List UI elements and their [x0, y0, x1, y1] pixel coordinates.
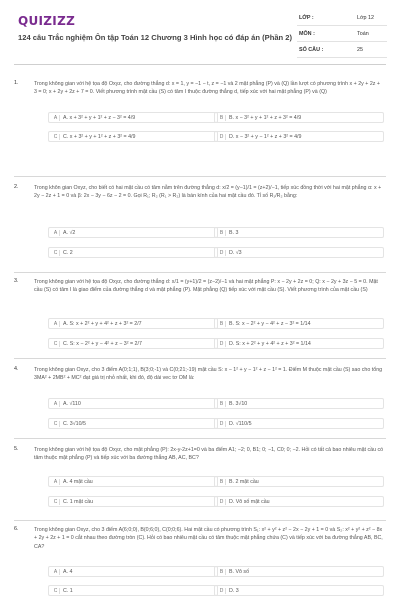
option-text: A. S: x + 2² + y + 4² + z + 3² = 2/7 [63, 320, 142, 327]
option-b[interactable] [214, 566, 384, 577]
option-letter: A [52, 115, 60, 121]
option-letter: D [218, 341, 226, 347]
option-letter: B [218, 115, 226, 121]
option-c[interactable] [48, 585, 218, 596]
option-c[interactable] [48, 496, 218, 507]
option-d[interactable] [214, 585, 384, 596]
question-text: Trong khôn gian Oxyz, cho biết có hai mặt cầu có tâm nằm trên đường thẳng d: x/2 = (y−1)/1 = (z+2)/−1, tiếp xúc đồng thời với hai mặt phẳng α: x + 2y − 2z + 1 = 0 và β: 2x − 3y − 6z − 2 = 0. Gọi R₁; R₂ (R₁ > R₂) là bán kính của hai mặt cầu đó. Tỉ số R₁/R₂ bằng: [34, 185, 382, 200]
option-letter: C [52, 250, 60, 256]
option-letter: C [52, 499, 60, 505]
option-text: B. S: x − 2² + y − 4² + z − 3² = 1/14 [229, 320, 311, 327]
meta-label: SỐ CÂU : [299, 47, 324, 53]
page-header [0, 0, 400, 62]
question-divider [14, 176, 386, 177]
option-letter: D [218, 499, 226, 505]
question-text: Trong không gian với hệ tọa độ Oxyz, cho mặt phẳng (P): 2x-y-2z+1=0 và ba điểm A1; −2; 0, B1; 0; −1, C0; 0; −2. Hỏi có tất cả bao nhiêu mặt cầu có tâm thuộc mặt phẳng (P) và tiếp xúc với ba đường thẳng AB, AC, BC? [34, 447, 384, 462]
option-letter: B [218, 401, 226, 407]
option-letter: A [52, 401, 60, 407]
quizizz-logo: QUIZIZZ [18, 14, 76, 28]
option-a[interactable] [48, 112, 218, 123]
option-text: D. Vô số mặt cầu [229, 498, 270, 505]
option-text: C. x + 3² + y + 1² + z + 3² = 4/9 [63, 133, 136, 140]
document-title: 124 câu Trắc nghiệm Ôn tập Toán 12 Chương 3 Hình học có đáp án (Phần 2) [18, 33, 293, 42]
question-text: Trong không gian Oxyz, cho 3 điểm A(6;0;0), B(0;6;0), C(0;0;6). Hai mặt cầu có phương trình S₁: x² + y² + z² − 2x − 2y + 1 = 0 và S₂: x² + y² + z² − 8x + 2y + 2z + 1 = 0 cắt nhau theo đường tròn (C). Hỏi có bao nhiêu mặt cầu có tâm thuộc mặt phẳng chứa (C) và tiếp xúc với ba đường thẳng AB, BC, CA? [34, 527, 383, 550]
header-divider [14, 64, 386, 65]
meta-label: MÔN : [299, 31, 315, 37]
question-number: 2. [14, 184, 19, 190]
question-number: 6. [14, 526, 19, 532]
option-letter: B [218, 321, 226, 327]
option-b[interactable] [214, 318, 384, 329]
question-divider [14, 520, 386, 521]
option-text: C. S: x − 2² + y − 4² + z − 3² = 2/7 [63, 340, 142, 347]
option-d[interactable] [214, 338, 384, 349]
option-a[interactable] [48, 398, 218, 409]
option-letter: B [218, 479, 226, 485]
option-c[interactable] [48, 338, 218, 349]
option-letter: A [52, 479, 60, 485]
option-text: D. √110/5 [229, 420, 252, 427]
option-text: D. √3 [229, 249, 242, 256]
option-a[interactable] [48, 227, 218, 238]
option-text: A. 4 [63, 568, 73, 575]
option-d[interactable] [214, 418, 384, 429]
option-d[interactable] [214, 131, 384, 142]
option-letter: A [52, 230, 60, 236]
option-letter: B [218, 569, 226, 575]
question-number: 3. [14, 278, 19, 284]
question-text: Trong không gian với hệ tọa độ Oxyz, cho đường thẳng d: x = 1, y = −1 − t, z = −1 và 2 mặt phẳng (P) và (Q) lần lượt có phương trình x + 2y + 2z + 3 = 0; x + 2y + 2z + 7 = 0. Viết phương trình mặt cầu (S) có tâm I thuộc đường thẳng d, tiếp xúc với hai mặt phẳng (P) và (Q) [34, 81, 381, 96]
question-divider [14, 438, 386, 439]
option-text: D. x − 3² + y − 1² + z + 3² = 4/9 [229, 133, 302, 140]
option-c[interactable] [48, 418, 218, 429]
meta-value: Toán [357, 31, 369, 37]
option-c[interactable] [48, 247, 218, 258]
option-letter: C [52, 134, 60, 140]
option-text: B. Vô số [229, 568, 250, 575]
option-letter: C [52, 588, 60, 594]
meta-row-count [297, 42, 387, 58]
option-text: D. S: x + 2² + y + 4² + z + 3² = 1/14 [229, 340, 311, 347]
option-b[interactable] [214, 112, 384, 123]
option-text: B. 2 mặt cầu [229, 478, 259, 485]
option-b[interactable] [214, 476, 384, 487]
option-b[interactable] [214, 398, 384, 409]
option-d[interactable] [214, 496, 384, 507]
option-text: C. 3√10/5 [63, 420, 86, 427]
option-a[interactable] [48, 566, 218, 577]
option-text: A. x + 3² + y + 1² + z − 3² = 4/9 [63, 114, 136, 121]
question-text: Trong không gian Oxyz, cho 3 điểm A(0;1;1), B(3;0;-1) và C(0;21;-19) mặt cầu S: x − 1² + y − 1² + z − 1² = 1. Điểm M thuộc mặt cầu (S) sao cho tổng 3MA² + 2MB² + MC² đạt giá trị nhỏ nhất, khi đó, độ dài vec tơ OM là: [34, 367, 383, 382]
option-text: B. x − 3² + y + 1² + z + 3² = 4/9 [229, 114, 302, 121]
meta-value: Lớp 12 [357, 15, 375, 21]
option-letter: D [218, 588, 226, 594]
option-text: D. 3 [229, 587, 239, 594]
option-letter: A [52, 321, 60, 327]
meta-row-subject [297, 26, 387, 42]
option-text: A. √2 [63, 229, 76, 236]
option-text: C. 2 [63, 249, 73, 256]
option-letter: C [52, 341, 60, 347]
question-divider [14, 358, 386, 359]
option-text: A. √110 [63, 400, 81, 407]
option-b[interactable] [214, 227, 384, 238]
option-text: C. 1 mặt cầu [63, 498, 94, 505]
option-text: A. 4 mặt cầu [63, 478, 93, 485]
question-divider [14, 272, 386, 273]
meta-label: LỚP : [299, 15, 314, 21]
option-c[interactable] [48, 131, 218, 142]
option-letter: D [218, 250, 226, 256]
option-letter: D [218, 134, 226, 140]
option-a[interactable] [48, 476, 218, 487]
question-text: Trong không gian với hệ tọa độ Oxyz, cho đường thẳng d: x/1 = (y+1)/2 = (z−2)/−1 và hai mặt phẳng P: x − 2y + 2z = 0; Q: x − 2y + 3z − 5 = 0. Mặt cầu (S) có tâm I là giao điểm của đường thẳng d và mặt phẳng (P). Mặt phẳng (Q) tiếp xúc với mặt cầu (S). Viết phương trình của mặt cầu (S) [34, 279, 378, 294]
option-text: C. 1 [63, 587, 73, 594]
option-d[interactable] [214, 247, 384, 258]
option-letter: C [52, 421, 60, 427]
option-text: B. 3√10 [229, 400, 248, 407]
question-number: 1. [14, 80, 19, 86]
option-letter: D [218, 421, 226, 427]
meta-table [297, 10, 387, 58]
option-letter: B [218, 230, 226, 236]
meta-value: 25 [357, 47, 363, 53]
option-letter: A [52, 569, 60, 575]
meta-row-class [297, 10, 387, 26]
option-a[interactable] [48, 318, 218, 329]
question-number: 5. [14, 446, 19, 452]
question-number: 4. [14, 366, 19, 372]
option-text: B. 3 [229, 229, 239, 236]
